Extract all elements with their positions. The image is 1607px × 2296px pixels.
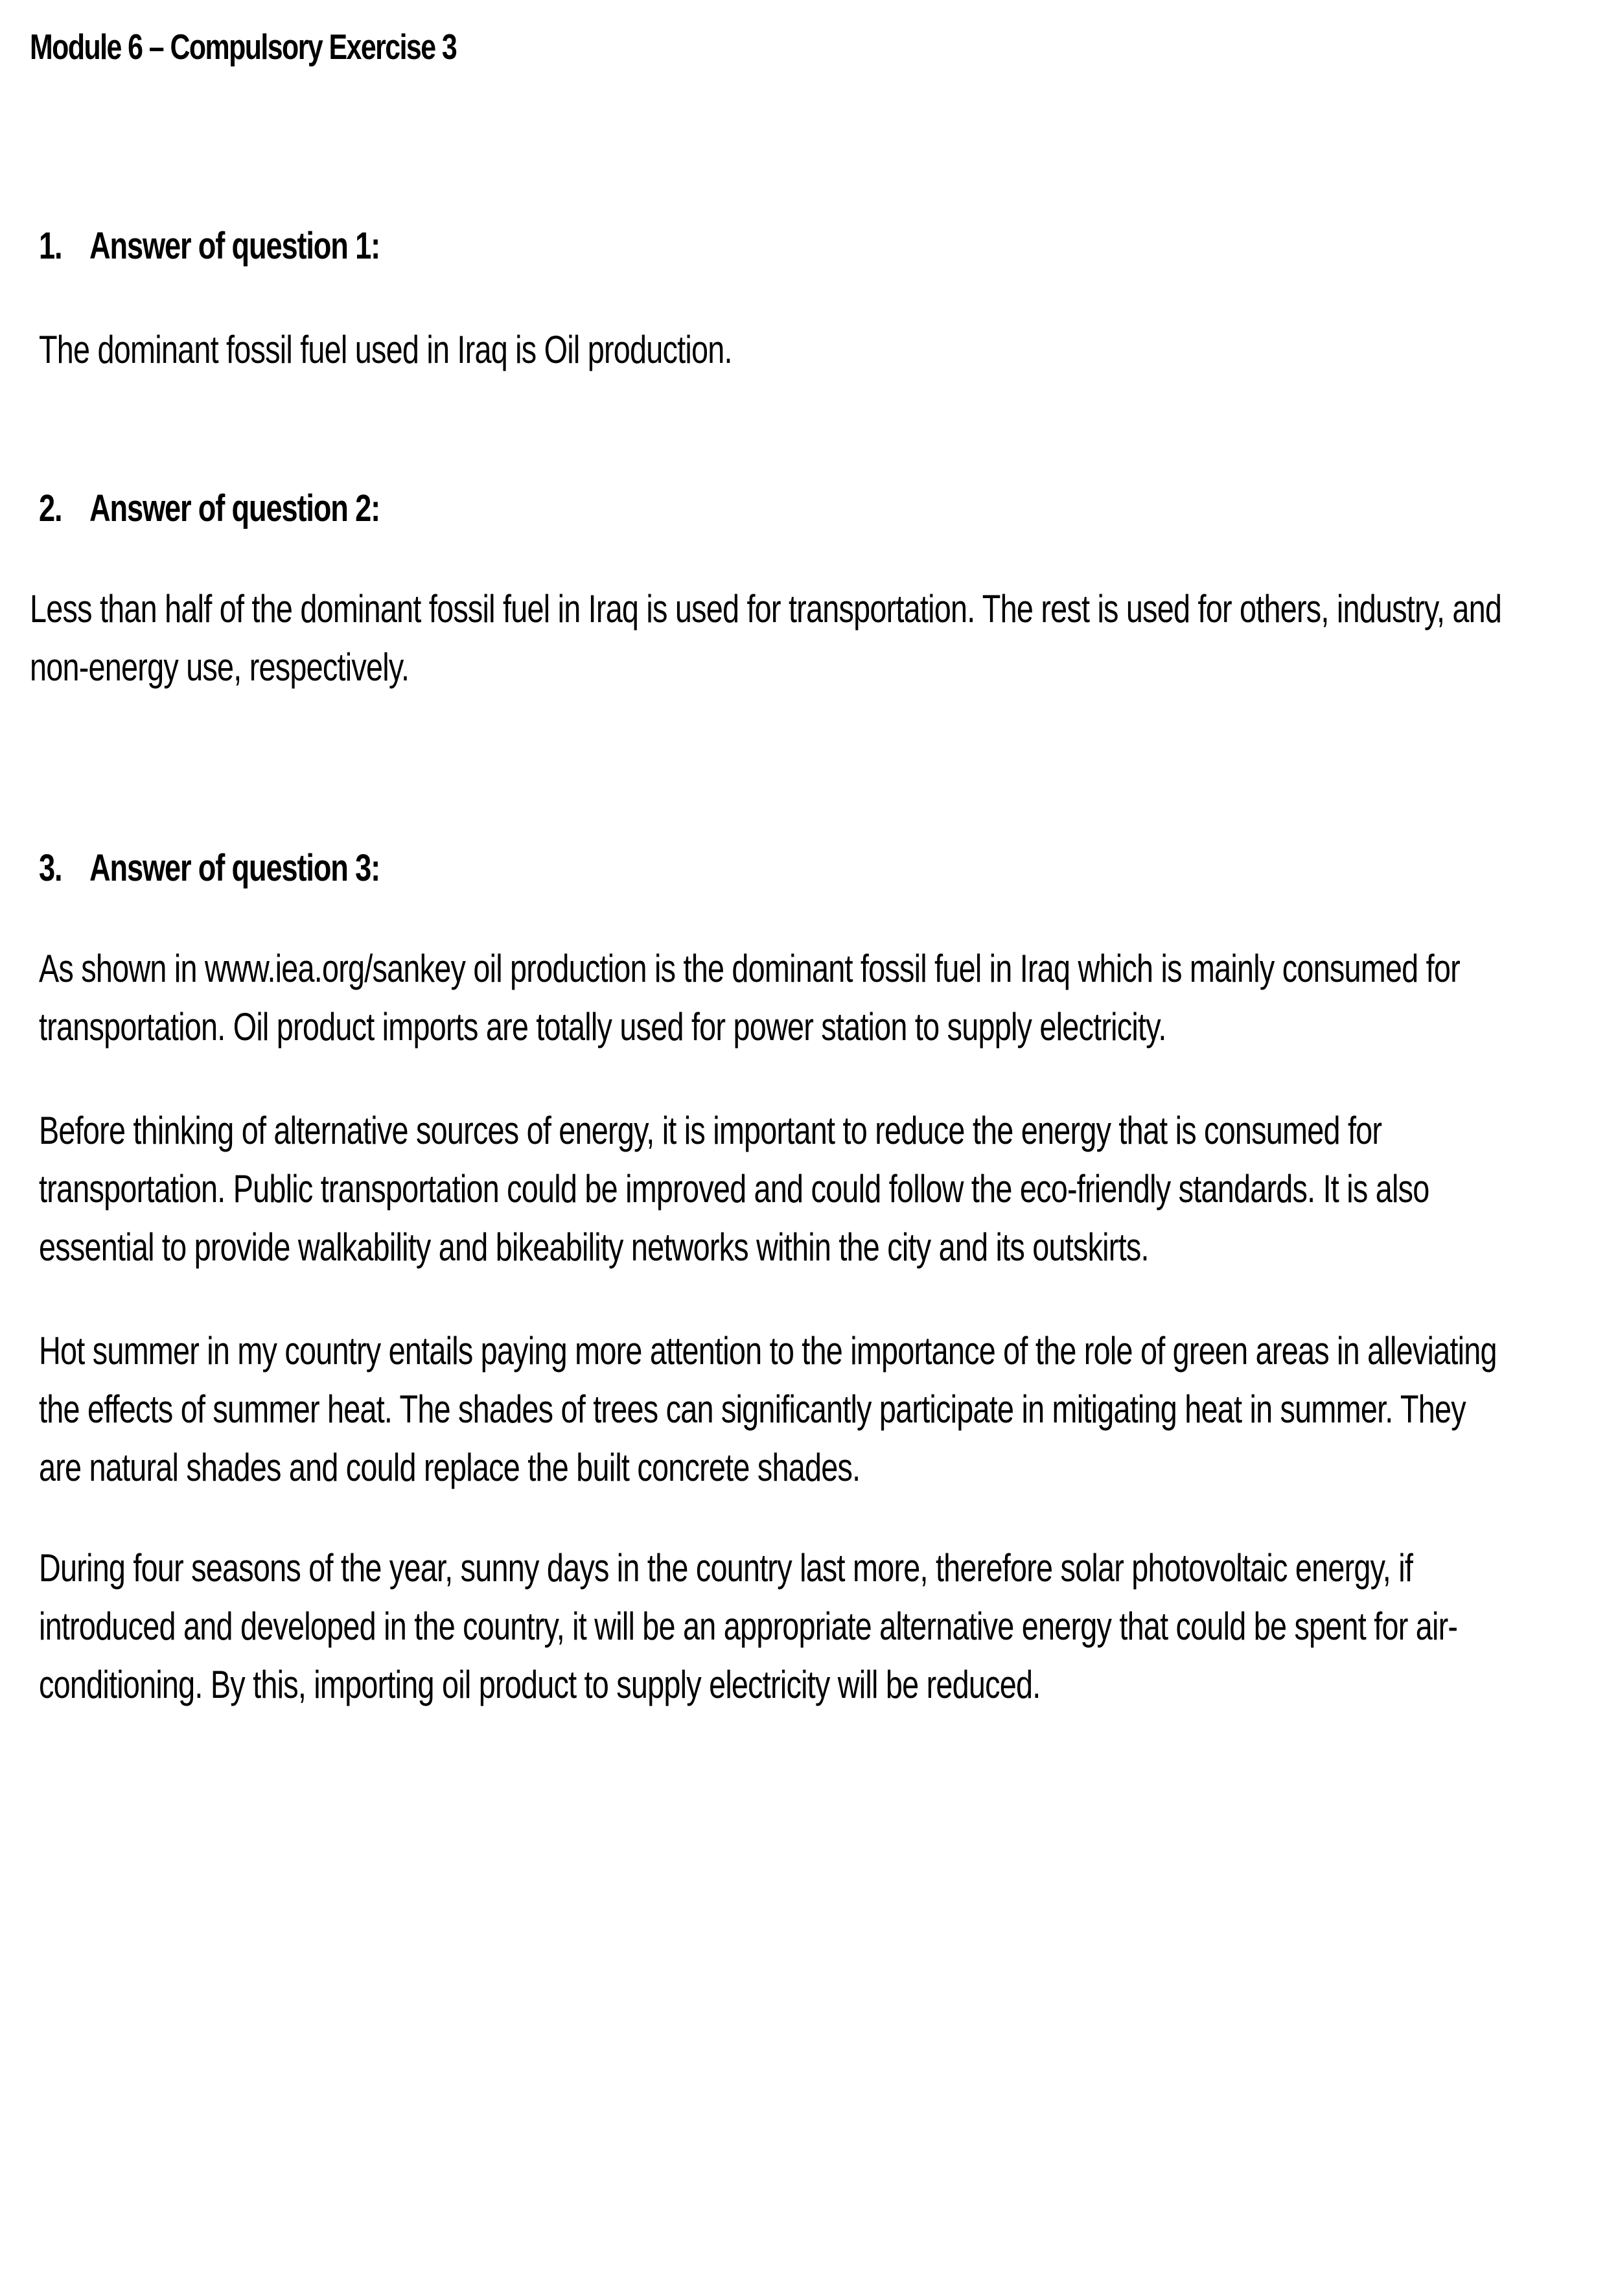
question-3-heading: [39, 842, 380, 894]
answer-2-paragraph: Less than half of the dominant fossil fuel in Iraq is used for transportation. The rest is used for others, industry, and non-energy use, respectively.: [30, 587, 1502, 689]
question-2-title: Answer of question 2:: [89, 487, 380, 529]
question-3-title: Answer of question 3:: [89, 847, 380, 889]
question-2-number: 2.: [39, 487, 62, 529]
question-1-number: 1.: [39, 225, 62, 267]
answer-3-paragraph-4: During four seasons of the year, sunny days in the country last more, therefore solar photovoltaic energy, if introduced and developed in the country, it will be an appropriate alternative energy that could be spent for air-conditioning. By this, importing oil product to supply electricity will be reduced.: [39, 1546, 1458, 1706]
answer-1-paragraph: The dominant fossil fuel used in Iraq is Oil production.: [39, 328, 732, 371]
question-2-heading: [39, 483, 380, 535]
answer-3-paragraph-3: Hot summer in my country entails paying more attention to the importance of the role of green areas in alleviating the effects of summer heat. The shades of trees can significantly participate in mitigating heat in summer. They are natural shades and could replace the built concrete shades.: [39, 1329, 1497, 1489]
answer-3-paragraph-1: As shown in www.iea.org/sankey oil production is the dominant fossil fuel in Iraq which is mainly consumed for transportation. Oil product imports are totally used for power station to supply electricity.: [39, 947, 1460, 1049]
question-3-number: 3.: [39, 847, 62, 889]
document-title: Module 6 – Compulsory Exercise 3: [30, 27, 457, 67]
question-1-heading: [39, 220, 380, 272]
question-1-title: Answer of question 1:: [89, 225, 380, 267]
answer-3-paragraph-2: Before thinking of alternative sources of energy, it is important to reduce the energy that is consumed for transportation. Public transportation could be improved and could follow the eco-friendly standards. It is also essential to provide walkability and bikeability networks within the city and its outskirts.: [39, 1109, 1429, 1269]
